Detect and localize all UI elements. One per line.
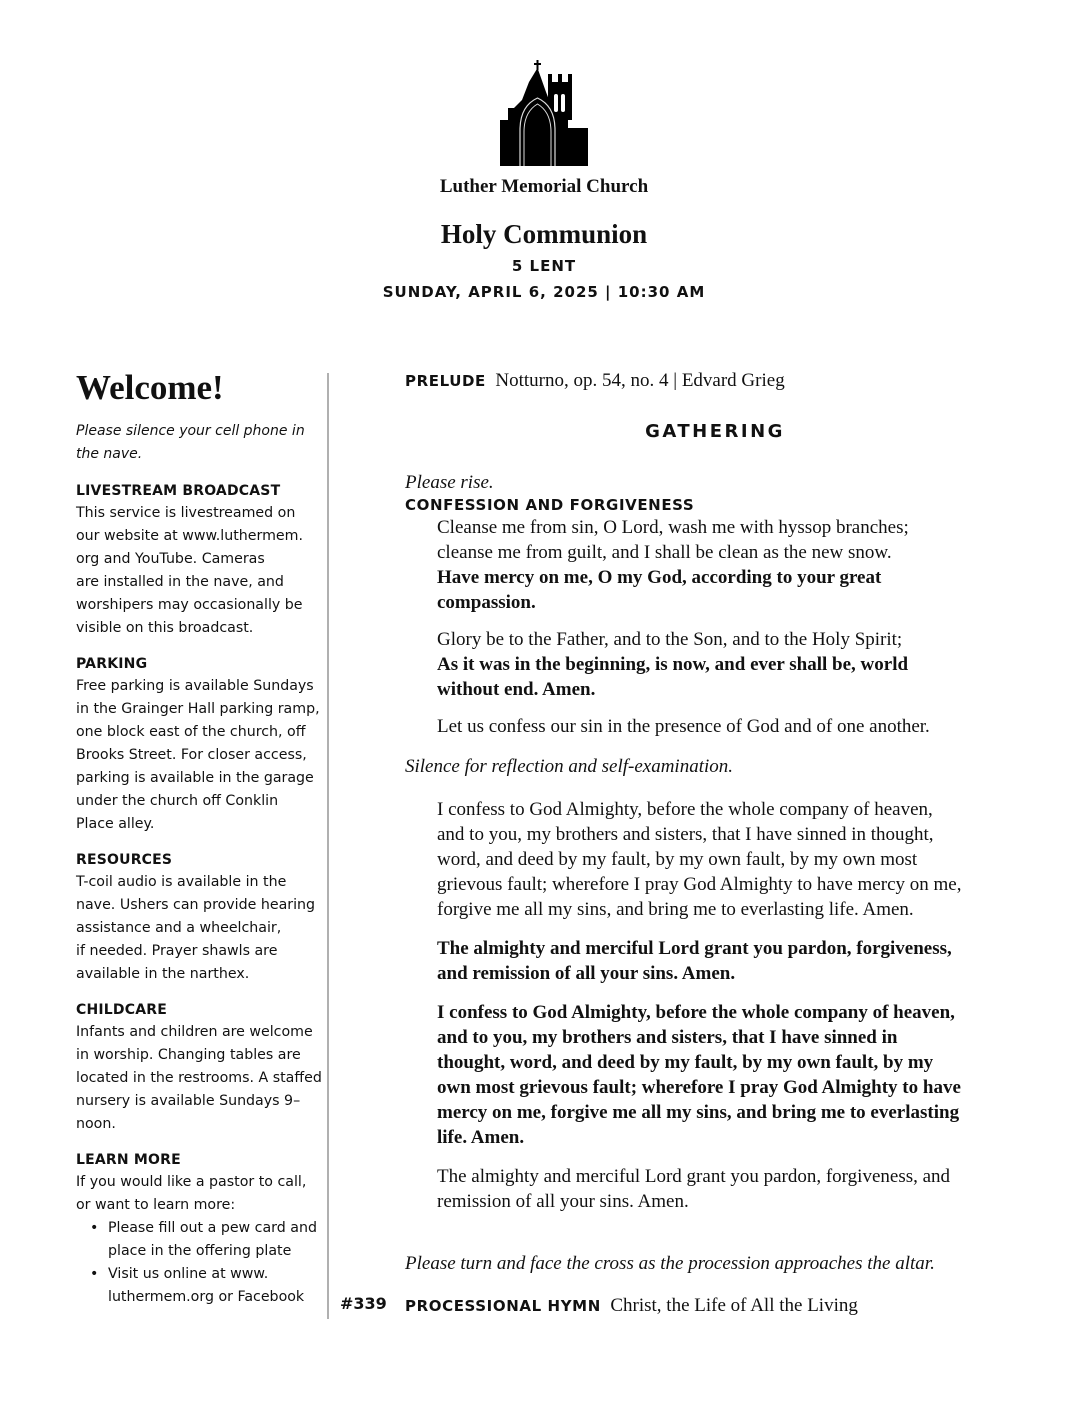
text-line: remission of all your sins. Amen.: [437, 1191, 689, 1212]
livestream-section: [76, 480, 324, 640]
section-line: org and YouTube. Cameras: [76, 551, 265, 567]
list-item-line: Visit us online at www.: [108, 1266, 269, 1282]
text-line: cleanse me from guilt, and I shall be clean as the new snow.: [437, 542, 892, 563]
learn-more-list: [76, 1217, 324, 1309]
section-title: LIVESTREAM BROADCAST: [76, 483, 281, 499]
text-line: Cleanse me from sin, O Lord, wash me with hyssop branches;: [437, 517, 909, 538]
section-line: available in the narthex.: [76, 966, 250, 982]
order-of-worship: [405, 368, 1005, 1276]
section-line: one block east of the church, off: [76, 724, 306, 740]
text-line: word, and deed by my fault, by my own fault, by my own most: [437, 849, 918, 870]
gathering-heading: GATHERING: [645, 421, 785, 442]
section-line: assistance and a wheelchair,: [76, 920, 282, 936]
section-line: If you would like a pastor to call,: [76, 1174, 307, 1190]
response-line: The almighty and merciful Lord grant you pardon, forgiveness,: [437, 938, 952, 959]
section-line: Place alley.: [76, 816, 155, 832]
service-week: 5 LENT: [511, 257, 577, 275]
confession-congregation-block: [405, 1000, 1005, 1150]
section-line: T-coil audio is available in the: [76, 874, 287, 890]
section-title: CHILDCARE: [76, 1002, 167, 1018]
section-line: or want to learn more:: [76, 1197, 236, 1213]
response-line: life. Amen.: [437, 1127, 525, 1148]
text-line: grievous fault; wherefore I pray God Almighty to have mercy on me,: [437, 874, 962, 895]
welcome-heading: Welcome!: [76, 368, 224, 407]
response-line: thought, word, and deed by my fault, by my own fault, by my: [437, 1052, 934, 1073]
section-line: noon.: [76, 1116, 116, 1132]
silence-phone-note: Please silence your cell phone in the nave.: [76, 423, 305, 462]
section-line: are installed in the nave, and: [76, 574, 284, 590]
processional-hymn-line: [405, 1293, 858, 1319]
prelude-text: Notturno, op. 54, no. 4 | Edvard Grieg: [495, 370, 785, 391]
text-line: forgive me all my sins, and bring me to everlasting life. Amen.: [437, 899, 914, 920]
absolution-congregation-block: [405, 936, 1005, 986]
list-item-line: place in the offering plate: [108, 1243, 292, 1259]
section-line: in the Grainger Hall parking ramp,: [76, 701, 320, 717]
section-title: RESOURCES: [76, 852, 173, 868]
section-line: This service is livestreamed on: [76, 505, 296, 521]
bullet-icon: •: [90, 1220, 99, 1236]
response-line: mercy on me, forgive me all my sins, and bring me to everlasting: [437, 1102, 960, 1123]
confession-heading: CONFESSION AND FORGIVENESS: [405, 496, 695, 514]
prelude-label: PRELUDE: [405, 372, 486, 390]
response-line: own most grievous fault; wherefore I pray God Almighty to have: [437, 1077, 961, 1098]
text-line: The almighty and merciful Lord grant you pardon, forgiveness, and: [437, 1166, 951, 1187]
hymn-number: #339: [340, 1294, 387, 1313]
section-line: if needed. Prayer shawls are: [76, 943, 278, 959]
section-title: PARKING: [76, 656, 148, 672]
learn-more-section: [76, 1149, 324, 1309]
section-line: Free parking is available Sundays: [76, 678, 314, 694]
section-line: worshipers may occasionally be: [76, 597, 303, 613]
response-line: I confess to God Almighty, before the whole company of heaven,: [437, 1002, 955, 1023]
confession-leader-block: [405, 797, 1005, 922]
section-title: LEARN MORE: [76, 1152, 181, 1168]
text-line: Glory be to the Father, and to the Son, and to the Holy Spirit;: [437, 629, 903, 650]
list-item: [90, 1263, 324, 1309]
church-silhouette-icon: [498, 60, 590, 166]
service-date: SUNDAY, APRIL 6, 2025 | 10:30 AM: [382, 283, 706, 301]
section-line: nursery is available Sundays 9–: [76, 1093, 301, 1109]
text-line: and to you, my brothers and sisters, that I have sinned in thought,: [437, 824, 934, 845]
section-line: our website at www.luthermem.: [76, 528, 303, 544]
prelude-line: [405, 368, 1005, 394]
church-name: Luther Memorial Church: [439, 176, 649, 197]
response-line: compassion.: [437, 592, 536, 613]
response-line: As it was in the beginning, is now, and ever shall be, world: [437, 654, 909, 675]
rubric-turn-face: Please turn and face the cross as the procession approaches the altar.: [405, 1253, 935, 1274]
resources-section: [76, 849, 324, 986]
list-item-line: Please fill out a pew card and: [108, 1220, 317, 1236]
list-item-line: luthermem.org or Facebook: [108, 1289, 305, 1305]
confession-invitation: Let us confess our sin in the presence of God and of one another.: [437, 716, 930, 737]
bullet-icon: •: [90, 1266, 99, 1282]
text-line: I confess to God Almighty, before the whole company of heaven,: [437, 799, 933, 820]
response-line: and remission of all your sins. Amen.: [437, 963, 736, 984]
response-line: without end. Amen.: [437, 679, 596, 700]
welcome-sidebar: [76, 366, 324, 1322]
rubric-silence: Silence for reflection and self-examination.: [405, 756, 734, 777]
section-line: parking is available in the garage: [76, 770, 314, 786]
column-divider: [327, 373, 329, 1319]
hymn-label: PROCESSIONAL HYMN: [405, 1297, 601, 1315]
glory-block: [405, 627, 1005, 702]
section-line: visible on this broadcast.: [76, 620, 254, 636]
cleanse-block: [405, 515, 1005, 615]
service-title: Holy Communion: [440, 219, 648, 249]
list-item: [90, 1217, 324, 1263]
childcare-section: [76, 999, 324, 1136]
rubric-please-rise: Please rise.: [405, 472, 494, 493]
section-line: Infants and children are welcome: [76, 1024, 313, 1040]
response-line: and to you, my brothers and sisters, that I have sinned in: [437, 1027, 898, 1048]
absolution-leader-block: [405, 1164, 1005, 1214]
section-line: under the church off Conklin: [76, 793, 279, 809]
response-line: Have mercy on me, O my God, according to your great: [437, 567, 882, 588]
hymn-title: Christ, the Life of All the Living: [610, 1295, 858, 1316]
section-line: Brooks Street. For closer access,: [76, 747, 307, 763]
section-line: in worship. Changing tables are: [76, 1047, 301, 1063]
parking-section: [76, 653, 324, 836]
section-line: located in the restrooms. A staffed: [76, 1070, 322, 1086]
section-line: nave. Ushers can provide hearing: [76, 897, 316, 913]
